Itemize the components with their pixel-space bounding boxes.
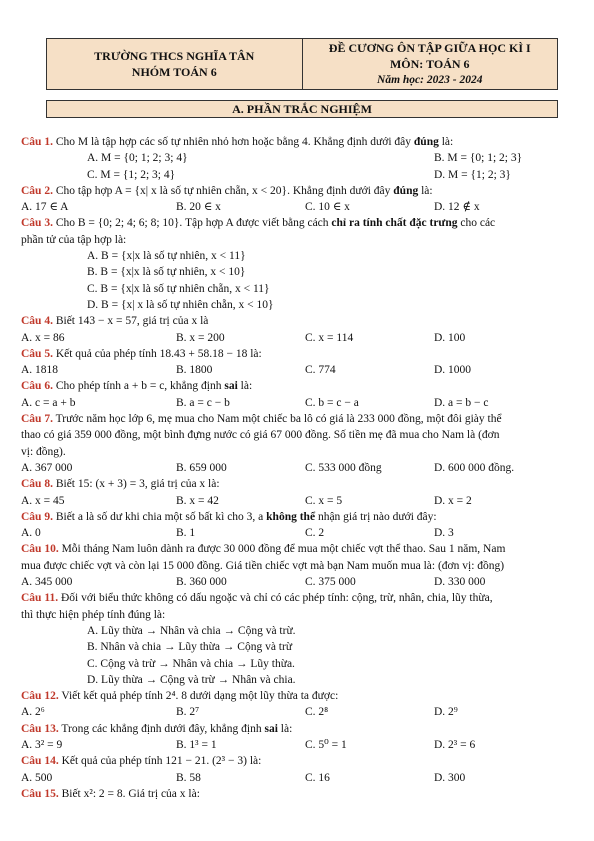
option-c: C. 533 000 đồng [305, 461, 382, 474]
question-continuation: phần tử của tập hợp là: [21, 233, 127, 246]
question-text: Cho tập hợp A = {x| x là số tự nhiên chẵn, x < 20}. Khẳng định dưới đây [52, 184, 394, 197]
school-name: TRƯỜNG THCS NGHĨA TÂN [94, 49, 255, 63]
question-emphasis: đúng [413, 136, 439, 148]
question-emphasis: không thể [266, 510, 316, 523]
option-d: D. M = {1; 2; 3} [434, 168, 511, 181]
question-continuation: thì thực hiện phép tính đúng là: [21, 608, 166, 621]
question-1 [21, 134, 576, 150]
option-c: C. Cộng và trừ → Nhân và chia → Lũy thừa. [87, 657, 295, 670]
option-a: A. 3² = 9 [21, 738, 63, 751]
question-14 [21, 753, 576, 769]
answer-row [21, 362, 576, 378]
question-3 [21, 215, 576, 231]
question-text: Biết 143 − x = 57, giá trị của x là [52, 315, 209, 328]
option-d: D. 600 000 đồng. [434, 461, 515, 474]
option-d: D. Lũy thừa → Cộng và trừ → Nhân và chia. [87, 673, 296, 686]
question-label: Câu 8. [21, 478, 53, 491]
option-b: B. 1³ = 1 [176, 738, 217, 751]
question-label: Câu 1. [21, 136, 53, 148]
question-text-end: nhận giá trị nào dưới đây: [315, 510, 437, 523]
option-a: A. 345 000 [21, 576, 73, 589]
answer-row [21, 150, 576, 166]
answer-row [21, 330, 576, 346]
option-d: D. 2⁹ [434, 706, 458, 719]
section-title: A. PHẦN TRẮC NGHIỆM [46, 100, 558, 118]
option-b: B. Nhân và chia → Lũy thừa → Cộng và trừ [87, 641, 293, 654]
group-name: NHÓM TOÁN 6 [131, 65, 217, 79]
question-label: Câu 11. [21, 592, 59, 605]
option-a: A. x = 45 [21, 494, 65, 507]
option-c: C. 2 [305, 527, 325, 540]
option-d: D. 300 [434, 771, 466, 784]
option-b: B. 360 000 [176, 576, 227, 589]
option-c: C. M = {1; 2; 3; 4} [87, 168, 176, 181]
option-c: C. 774 [305, 364, 336, 377]
question-11 [21, 590, 576, 606]
question-text: Cho phép tính a + b = c, khẳng định [52, 380, 225, 393]
question-text: Cho M là tập hợp các số tự nhiên nhỏ hơn hoặc bằng 4. Khẳng định dưới đây [52, 136, 414, 148]
question-text: Kết quả của phép tính 121 − 21. (2³ − 3) là: [58, 755, 262, 768]
answer-row [21, 770, 576, 786]
document-header [46, 38, 558, 90]
question-text: Đối với biểu thức không có dấu ngoặc và chỉ có các phép tính: cộng, trừ, nhân, chia, lũy thừa, [58, 592, 493, 605]
option-a: A. 17 ∈ A [21, 201, 69, 214]
option-a: A. x = 86 [21, 331, 65, 344]
question-text-end: là: [237, 380, 253, 393]
question-label: Câu 3. [21, 217, 53, 230]
option-c: C. x = 5 [305, 494, 343, 507]
option-d: D. 100 [434, 331, 466, 344]
option-c: C. B = {x|x là số tự nhiên chẵn, x < 11} [87, 282, 270, 295]
question-13 [21, 721, 576, 737]
school-info [47, 39, 302, 89]
option-d: D. 1000 [434, 364, 472, 377]
question-text-end: là: [418, 184, 433, 197]
question-label: Câu 10. [21, 543, 59, 556]
option-b: B. M = {0; 1; 2; 3} [434, 152, 523, 165]
school-year: Năm học: 2023 - 2024 [377, 74, 483, 86]
answer-row [21, 493, 576, 509]
answer-row [21, 395, 576, 411]
option-b: B. x = 200 [176, 331, 225, 344]
question-9 [21, 509, 576, 525]
answer-row [21, 525, 576, 541]
question-continuation: mua được chiếc vợt và còn lại 15 000 đồng. Giá tiền chiếc vợt mà bạn Nam muốn mua là: (đơn vị: đồng) [21, 559, 505, 572]
option-a: A. 0 [21, 527, 41, 540]
option-b: B. 20 ∈ x [176, 201, 221, 214]
option-b: B. 1800 [176, 364, 213, 377]
option-b: B. a = c − b [176, 396, 230, 409]
option-c: C. 5⁰ = 1 [305, 738, 347, 751]
option-d: D. B = {x| x là số tự nhiên chẵn, x < 10} [87, 298, 274, 311]
option-a: A. M = {0; 1; 2; 3; 4} [87, 152, 188, 165]
option-a: A. B = {x|x là số tự nhiên, x < 11} [87, 250, 246, 263]
option-c: C. 375 000 [305, 576, 356, 589]
option-b: B. B = {x|x là số tự nhiên, x < 10} [87, 266, 246, 279]
question-label: Câu 6. [21, 380, 53, 393]
question-6 [21, 378, 576, 394]
option-d: D. x = 2 [434, 494, 472, 507]
option-d: D. 330 000 [434, 576, 486, 589]
option-a: A. c = a + b [21, 396, 76, 409]
option-c: C. 16 [305, 771, 330, 784]
question-emphasis: sai [224, 380, 238, 393]
document-title: ĐỀ CƯƠNG ÔN TẬP GIỮA HỌC KÌ I [328, 41, 531, 55]
option-b: B. 58 [176, 771, 201, 784]
question-text-end: cho các [457, 217, 496, 230]
question-text: Trước năm học lớp 6, mẹ mua cho Nam một chiếc ba lô có giá là 233 000 đồng, một đôi giày thể [52, 413, 502, 426]
question-continuation: vị: đồng). [21, 445, 66, 458]
option-b: B. 2⁷ [176, 706, 200, 719]
question-text: Mỗi tháng Nam luôn dành ra được 30 000 đồng để mua một chiếc vợt thể thao. Sau 1 năm, Nam [58, 543, 506, 556]
question-5 [21, 346, 576, 362]
question-text: Biết x²: 2 = 8. Giá trị của x là: [58, 787, 200, 800]
answer-row [21, 704, 576, 720]
option-a: A. 367 000 [21, 461, 73, 474]
option-d: D. 12 ∉ x [434, 201, 480, 214]
option-b: B. x = 42 [176, 494, 219, 507]
option-d: D. 3 [434, 527, 454, 540]
question-label: Câu 7. [21, 413, 53, 426]
option-a: A. 1818 [21, 364, 59, 377]
question-label: Câu 4. [21, 315, 53, 328]
question-7 [21, 411, 576, 427]
option-d: D. 2³ = 6 [434, 738, 476, 751]
question-label: Câu 2. [21, 184, 53, 197]
question-emphasis: chỉ ra tính chất đặc trưng [331, 217, 458, 230]
question-label: Câu 5. [21, 347, 53, 360]
question-label: Câu 12. [21, 690, 59, 703]
answer-row [21, 737, 576, 753]
question-label: Câu 13. [21, 722, 59, 735]
option-c: C. b = c − a [305, 396, 359, 409]
question-8 [21, 476, 576, 492]
answer-row [21, 460, 576, 476]
question-emphasis: đúng [393, 184, 419, 197]
question-text: Trong các khẳng định dưới đây, khẳng định [58, 722, 265, 735]
question-text-end: là: [277, 722, 293, 735]
option-d: D. a = b − c [434, 396, 489, 409]
question-15 [21, 786, 576, 802]
answer-row [21, 199, 576, 215]
option-c: C. 2⁸ [305, 706, 329, 719]
document-info [302, 39, 558, 89]
question-text: Viết kết quả phép tính 2⁴. 8 dưới dạng một lũy thừa ta được: [58, 690, 339, 703]
option-c: C. 10 ∈ x [305, 201, 350, 214]
subject: MÔN: TOÁN 6 [389, 57, 470, 71]
question-2 [21, 183, 576, 199]
question-emphasis: sai [264, 722, 278, 735]
question-text: Cho B = {0; 2; 4; 6; 8; 10}. Tập hợp A được viết bằng cách [52, 217, 332, 230]
answer-row [21, 574, 576, 590]
question-list [21, 134, 576, 802]
question-text: Biết a là số dư khi chia một số bất kì cho 3, a [52, 510, 267, 523]
option-a: A. Lũy thừa → Nhân và chia → Cộng và trừ. [87, 624, 296, 637]
answer-row [21, 167, 576, 183]
question-label: Câu 15. [21, 787, 59, 800]
question-text: Kết quả của phép tính 18.43 + 58.18 − 18 là: [52, 347, 262, 360]
question-label: Câu 9. [21, 510, 53, 523]
question-12 [21, 688, 576, 704]
option-c: C. x = 114 [305, 331, 354, 344]
option-a: A. 2⁶ [21, 706, 45, 719]
option-a: A. 500 [21, 771, 53, 784]
option-b: B. 659 000 [176, 461, 227, 474]
question-continuation: thao có giá 359 000 đồng, một bình đựng nước có giá 67 000 đồng. Số tiền mẹ đã mua cho Nam là (đơn [21, 429, 500, 442]
question-4 [21, 313, 576, 329]
question-text: Biết 15: (x + 3) = 3, giá trị của x là: [52, 478, 220, 491]
option-b: B. 1 [176, 527, 196, 540]
question-text-end: là: [438, 136, 454, 148]
question-label: Câu 14. [21, 755, 59, 768]
question-10 [21, 541, 576, 557]
